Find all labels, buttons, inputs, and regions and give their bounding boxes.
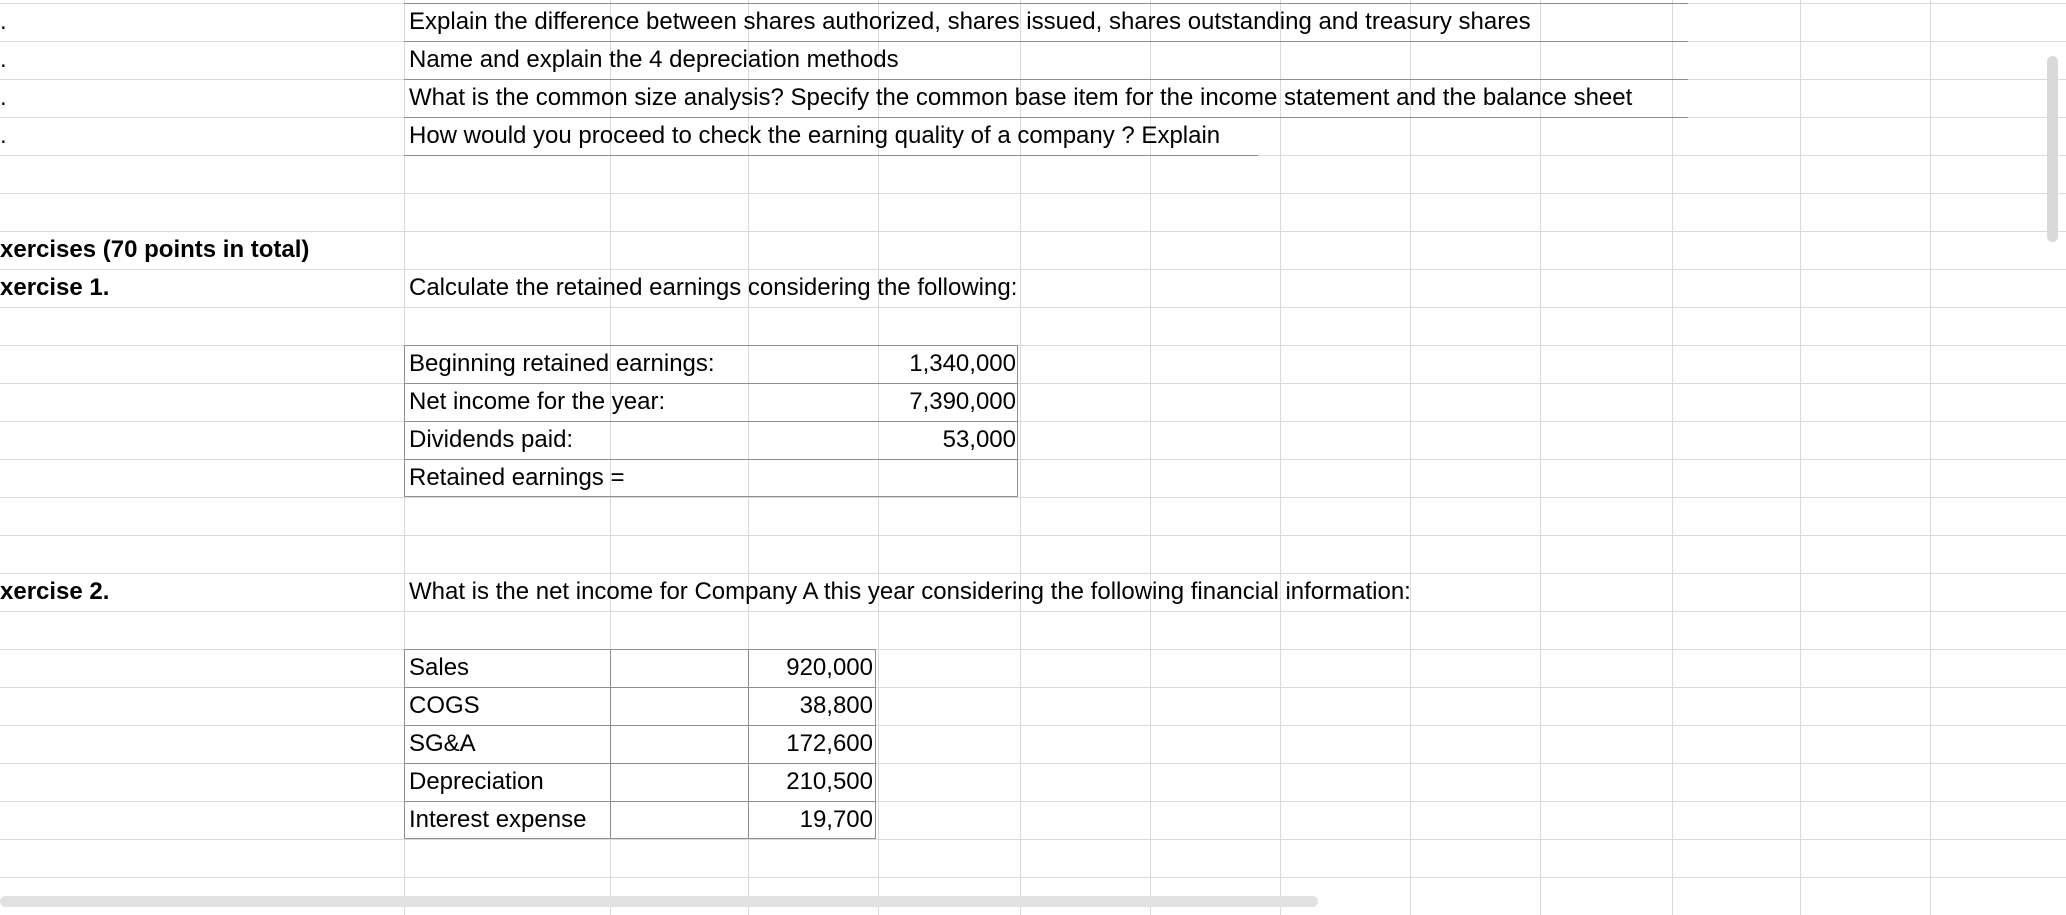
exercise-1-row-label[interactable]: Net income for the year: <box>409 388 666 415</box>
exercise-1-row-border <box>404 421 1018 422</box>
grid-col-line <box>1672 0 1673 915</box>
grid-row-line <box>0 421 2066 422</box>
exercise-2-row-label[interactable]: Depreciation <box>409 768 544 795</box>
question-box-top-border <box>404 3 1688 4</box>
question-number-cell[interactable]: . <box>0 122 7 149</box>
exercise-2-row-value[interactable]: 172,600 <box>786 730 873 757</box>
grid-row-line <box>0 649 2066 650</box>
grid-col-line <box>1540 0 1541 915</box>
grid-row-line <box>0 877 2066 878</box>
exercise-1-row-value[interactable]: 53,000 <box>942 426 1016 453</box>
exercise-2-row-border <box>404 763 876 764</box>
grid-row-line <box>0 459 2066 460</box>
exercise-1-prompt[interactable]: Calculate the retained earnings considering the following: <box>409 274 1018 301</box>
exercises-heading[interactable]: xercises (70 points in total) <box>0 236 310 263</box>
exercise-2-row-value[interactable]: 210,500 <box>786 768 873 795</box>
exercise-1-row-value[interactable]: 1,340,000 <box>909 350 1016 377</box>
exercise-1-row-border <box>404 383 1018 384</box>
grid-row-line <box>0 497 2066 498</box>
exercise-1-label[interactable]: xercise 1. <box>0 274 110 301</box>
exercise-2-row-value[interactable]: 19,700 <box>799 806 873 833</box>
grid-row-line <box>0 763 2066 764</box>
grid-row-line <box>0 725 2066 726</box>
grid-row-line <box>0 687 2066 688</box>
grid-row-line <box>0 839 2066 840</box>
question-number-cell[interactable]: . <box>0 46 7 73</box>
exercise-2-row-label[interactable]: SG&A <box>409 730 476 757</box>
grid-row-line <box>0 383 2066 384</box>
grid-col-line <box>1800 0 1801 915</box>
grid-row-line <box>0 573 2066 574</box>
grid-row-line <box>0 231 2066 232</box>
question-number-cell[interactable]: . <box>0 8 7 35</box>
grid-row-line <box>0 345 2066 346</box>
grid-row-line <box>0 193 2066 194</box>
grid-row-line <box>0 307 2066 308</box>
exercise-2-row-label[interactable]: Interest expense <box>409 806 587 833</box>
question-row-border <box>404 117 1688 118</box>
exercise-2-row-label[interactable]: COGS <box>409 692 480 719</box>
exercise-2-row-border <box>404 687 876 688</box>
exercise-2-label[interactable]: xercise 2. <box>0 578 110 605</box>
grid-col-line <box>1930 0 1931 915</box>
grid-row-line <box>0 611 2066 612</box>
exercise-2-col-border <box>748 649 749 839</box>
exercise-1-row-border <box>404 459 1018 460</box>
exercise-2-row-label[interactable]: Sales <box>409 654 470 681</box>
exercise-1-row-label[interactable]: Beginning retained earnings: <box>409 350 715 377</box>
grid-col-line <box>1280 0 1281 915</box>
grid-row-line <box>0 269 2066 270</box>
grid-row-line <box>0 535 2066 536</box>
question-cell[interactable]: Name and explain the 4 depreciation methods <box>409 46 899 73</box>
question-cell[interactable]: What is the common size analysis? Specify the common base item for the income statement and the balance sheet <box>409 84 1633 111</box>
grid-row-line <box>0 801 2066 802</box>
exercise-2-row-border <box>404 725 876 726</box>
question-row-border <box>404 79 1688 80</box>
question-cell[interactable]: How would you proceed to check the earning quality of a company ? Explain <box>409 122 1221 149</box>
exercise-1-row-label[interactable]: Retained earnings = <box>409 464 625 491</box>
exercise-2-row-value[interactable]: 38,800 <box>799 692 873 719</box>
exercise-2-row-border <box>404 801 876 802</box>
question-row-border <box>404 41 1688 42</box>
exercise-2-row-value[interactable]: 920,000 <box>786 654 873 681</box>
exercise-2-col-border <box>610 649 611 839</box>
question-row-border <box>404 155 1258 156</box>
exercise-1-row-label[interactable]: Dividends paid: <box>409 426 574 453</box>
question-cell[interactable]: Explain the difference between shares authorized, shares issued, shares outstanding and treasury shares <box>409 8 1531 35</box>
horizontal-scrollbar-thumb[interactable] <box>0 896 1318 907</box>
question-number-cell[interactable]: . <box>0 84 7 111</box>
vertical-scrollbar-thumb[interactable] <box>2047 56 2058 242</box>
exercise-1-row-value[interactable]: 7,390,000 <box>909 388 1016 415</box>
grid-col-line <box>1410 0 1411 915</box>
exercise-2-prompt[interactable]: What is the net income for Company A this year considering the following financial information: <box>409 578 1411 605</box>
